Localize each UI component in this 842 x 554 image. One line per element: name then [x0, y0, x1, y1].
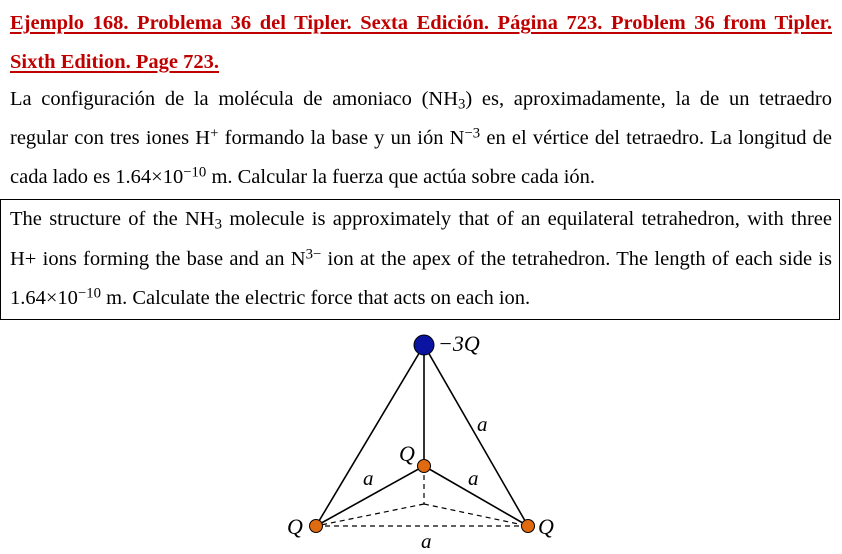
edge-base-right-dashed [424, 504, 528, 526]
spanish-n-charge: −3 [464, 125, 481, 142]
edge-base-left-dashed [316, 504, 424, 526]
problem-statement-english [10, 200, 832, 319]
apex-charge-label: −3Q [438, 331, 480, 356]
english-statement-box [0, 199, 840, 320]
center-ion [418, 460, 431, 473]
spanish-text-3: formando la base y un ión N [218, 127, 465, 149]
english-exponent: −10 [77, 285, 102, 302]
edge-label-right: a [468, 466, 479, 490]
tetrahedron-figure [270, 322, 590, 554]
right-charge-label: Q [538, 514, 554, 539]
edge-label-apex-right: a [477, 412, 488, 436]
english-n-charge: 3− [305, 245, 322, 262]
center-charge-label: Q [399, 441, 415, 466]
left-ion [310, 520, 323, 533]
english-text-1: The structure of the NH [10, 208, 215, 230]
edge-label-left: a [363, 466, 374, 490]
english-text-3: ion at the apex of the tetrahedron. The length of each side is 1.64×10 [10, 247, 832, 309]
right-ion [522, 520, 535, 533]
spanish-exponent: −10 [183, 164, 207, 181]
spanish-text-2: ) es, aproximadamente, la de un tetraedro regular con tres iones H [10, 88, 832, 149]
edge-apex-right [424, 345, 528, 526]
edge-apex-left [316, 345, 424, 526]
problem-statement-spanish [10, 80, 832, 197]
spanish-h-charge: + [210, 125, 219, 142]
spanish-text-1: La configuración de la molécula de amoniaco (NH [10, 88, 459, 110]
edge-label-bottom: a [421, 529, 432, 553]
english-text-4: m. Calculate the electric force that acts on each ion. [101, 287, 531, 309]
english-nh3-subscript: 3 [214, 216, 222, 233]
spanish-text-4: en el vértice del tetraedro. La longitud de cada lado es 1.64×10 [10, 127, 832, 188]
spanish-text-5: m. Calcular la fuerza que actúa sobre cada ión. [206, 166, 596, 188]
english-text-2: molecule is approximately that of an equilateral tetrahedron, with three H+ ions forming the base and an N [10, 208, 833, 270]
spanish-nh3-subscript: 3 [458, 96, 466, 113]
left-charge-label: Q [287, 514, 303, 539]
apex-ion [414, 335, 434, 355]
tetrahedron-diagram [270, 322, 590, 554]
example-title: Ejemplo 168. Problema 36 del Tipler. Sexta Edición. Página 723. Problem 36 from Tipler. Sixth Edition. Page 723. [10, 12, 832, 73]
